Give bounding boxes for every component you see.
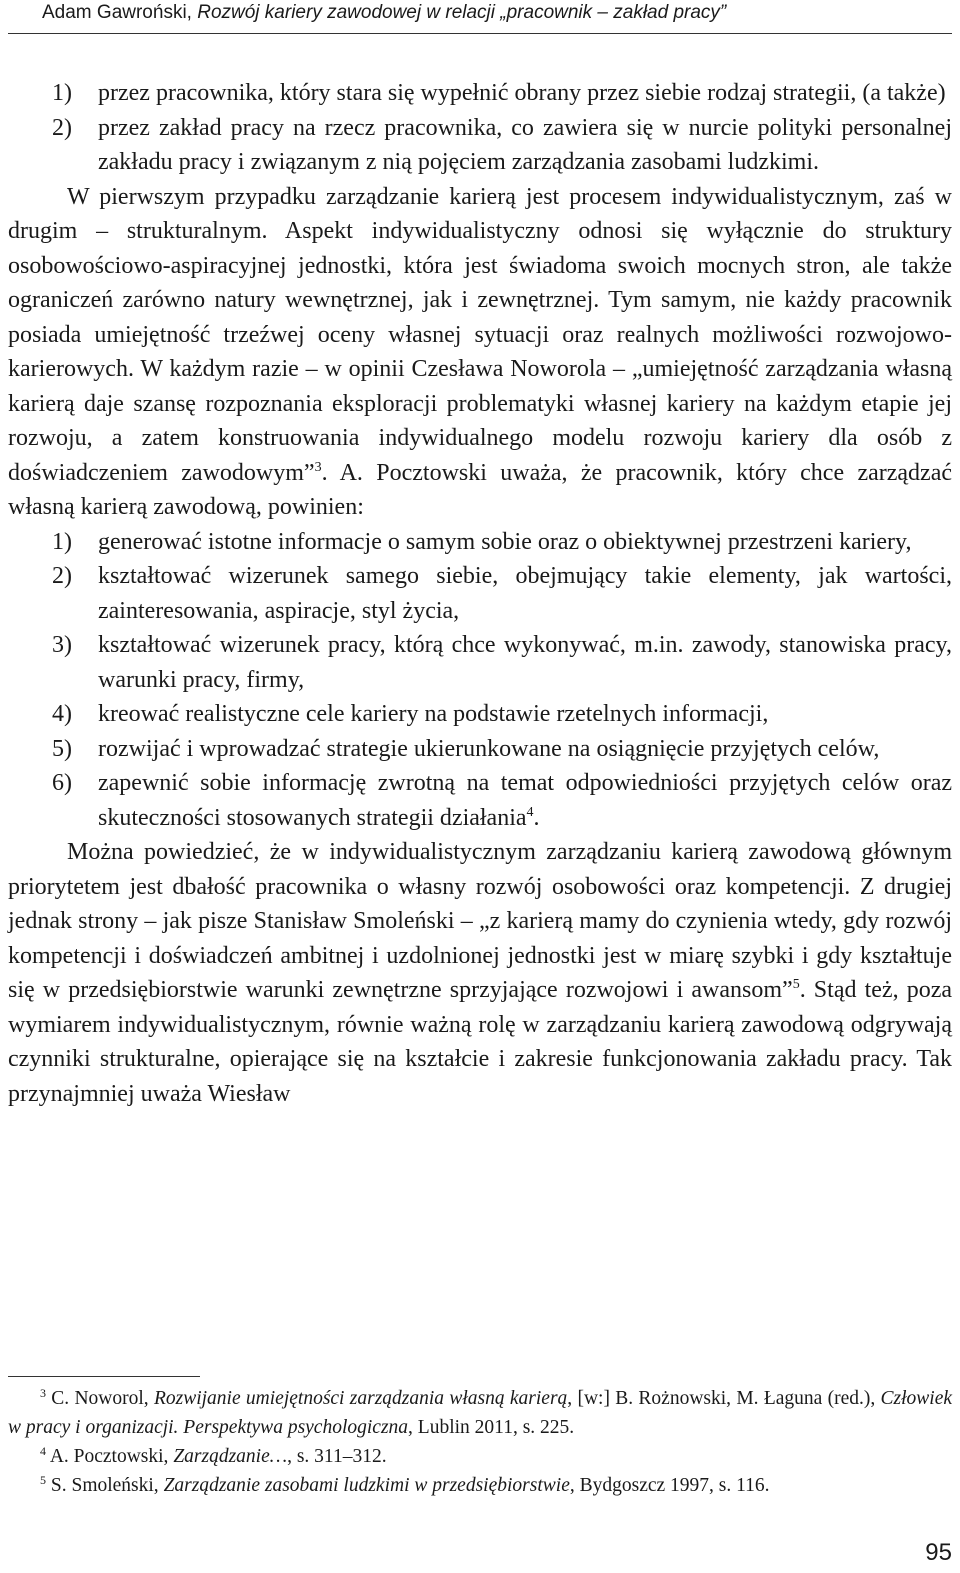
footnote-text: , Bydgoszcz 1997, s. 116. [569,1475,770,1496]
footnote-ref: 3 [314,459,322,475]
paragraph-text: . A. Pocztowski uważa, że pracownik, który chce zarządzać własną karierą zawodową, powinien: [8,459,953,520]
list-item [8,525,952,560]
header-author: Adam Gawroński, [42,2,198,23]
list-number: 5) [52,735,72,762]
main-text [8,76,952,1111]
list-number: 3) [52,632,72,658]
paragraph-text: Można powiedzieć, że w indywidualistycznym zarządzaniu karierą zawodową głównym priorytetem jest dbałość pracownika o własny rozwój osobowości oraz kompetencji. Z drugiej jednak strony – jak pisze Stanisław Smoleński – „z karierą mamy do czynienia wtedy, gdy rozwój kompetencji i doświadczeń ambitnej i uzdolnionej jednostki jest w miarę szybki i gdy kształtuje się w przedsiębiorstwie warunki zewnętrzne sprzyjające rozwojowi i awansom” [8,839,952,1003]
list-number: 1) [52,80,72,106]
footnotes [8,1384,952,1500]
footnote-ref: 4 [526,804,534,820]
page-number: 95 [925,1539,952,1566]
footnote-text: C. Noworol, [51,1388,154,1409]
list-number: 2) [52,563,72,589]
list-text: kształtować wizerunek samego siebie, obejmujący takie elementy, jak wartości, zainteresowania, aspiracje, styl życia, [98,563,952,624]
list-item [8,559,952,628]
footnote-text: S. Smoleński, [50,1475,164,1496]
footnote-number: 4 [40,1444,46,1458]
list-item [8,628,952,697]
footnote-title: Zarządzanie zasobami ludzkimi w przedsiębiorstwie [163,1475,570,1496]
paragraph [8,835,952,1111]
paragraph-text: W pierwszym przypadku zarządzanie karierą jest procesem indywidualistycznym, zaś w drugim – strukturalnym. Aspekt indywidualistyczny odnosi się wyłącznie do struktury osobowościowo-aspiracyjnej jednostki, która jest świadoma swoich mocnych stron, ale także ograniczeń zarówno natury wewnętrznej, jak i zewnętrznej. Tym samym, nie każdy pracownik posiada umiejętność trzeźwej oceny własnej sytuacji oraz realnych możliwości rozwojowo-karierowych. W każdym razie – w opinii Czesława Noworola – „umiejętność zarządzania własną karierą daje szansę rozpoznania eksploracji problematyki własnej kariery na każdym etapie jej rozwoju, a zatem konstruowania indywidualnego modelu rozwoju kariery dla osób z doświadczeniem zawodowym” [8,183,952,486]
footnote [8,1384,952,1442]
paragraph [8,180,952,525]
running-header [8,0,952,34]
footnote-title: Rozwijanie umiejętności zarządzania własną karierą [153,1388,568,1409]
list-text-content: zapewnić sobie informację zwrotną na temat odpowiedniości przyjętych celów oraz skuteczności stosowanych strategii działania [98,770,952,831]
list-item [8,766,952,835]
list-text: kształtować wizerunek pracy, którą chce wykonywać, m.in. zawody, stanowiska pracy, warunki pracy, firmy, [98,632,952,693]
list-text: przez zakład pracy na rzecz pracownika, co zawiera się w nurcie polityki personalnej zakładu pracy i związanym z nią pojęciem zarządzania zasobami ludzkimi. [98,114,952,175]
list-item [8,732,952,767]
list-item [8,111,952,180]
footnote-ref: 5 [792,977,800,992]
footnote-text: , Lublin 2011, s. 225. [408,1417,575,1438]
list-text: generować istotne informacje o samym sobie oraz o obiektywnej przestrzeni kariery, [98,528,912,555]
list-item [8,76,952,111]
list-text-end: . [533,804,540,831]
paragraph-text: . Stąd też, poza wymiarem indywidualistycznym, równie ważną rolę w zarządzaniu karierą zawodową odgrywają czynniki strukturalne, opierające się na kształcie i zakresie funkcjonowania zakładu pracy. Tak przynajmniej uważa Wiesław [8,977,952,1107]
header-title: Rozwój kariery zawodowej w relacji „pracownik – zakład pracy” [197,2,727,23]
footnote-text: A. Pocztowski, [49,1446,174,1467]
footnote-number: 5 [40,1473,46,1487]
list-number: 6) [52,770,72,796]
footnote-title: Zarządzanie… [173,1446,288,1467]
list-number: 4) [52,701,72,727]
footnote [8,1442,952,1471]
list-text [98,766,952,835]
footnote-text: , [w:] B. Rożnowski, M. Łaguna (red.), [567,1388,881,1409]
footnote [8,1471,952,1500]
list-text: rozwijać i wprowadzać strategie ukierunkowane na osiągnięcie przyjętych celów, [98,735,880,762]
footnote-number: 3 [40,1386,46,1400]
list-item [8,697,952,732]
list-number: 2) [52,114,72,141]
footnote-separator [8,1376,200,1377]
list-text: przez pracownika, który stara się wypełnić obrany przez siebie rodzaj strategii, (a także) [98,80,946,106]
footnote-title: Człowiek w pracy i organizacji. Perspektywa psychologiczna [8,1388,953,1438]
list-text: kreować realistyczne cele kariery na podstawie rzetelnych informacji, [98,701,769,727]
list-number: 1) [52,528,72,555]
footnote-text: , s. 311–312. [287,1446,387,1467]
